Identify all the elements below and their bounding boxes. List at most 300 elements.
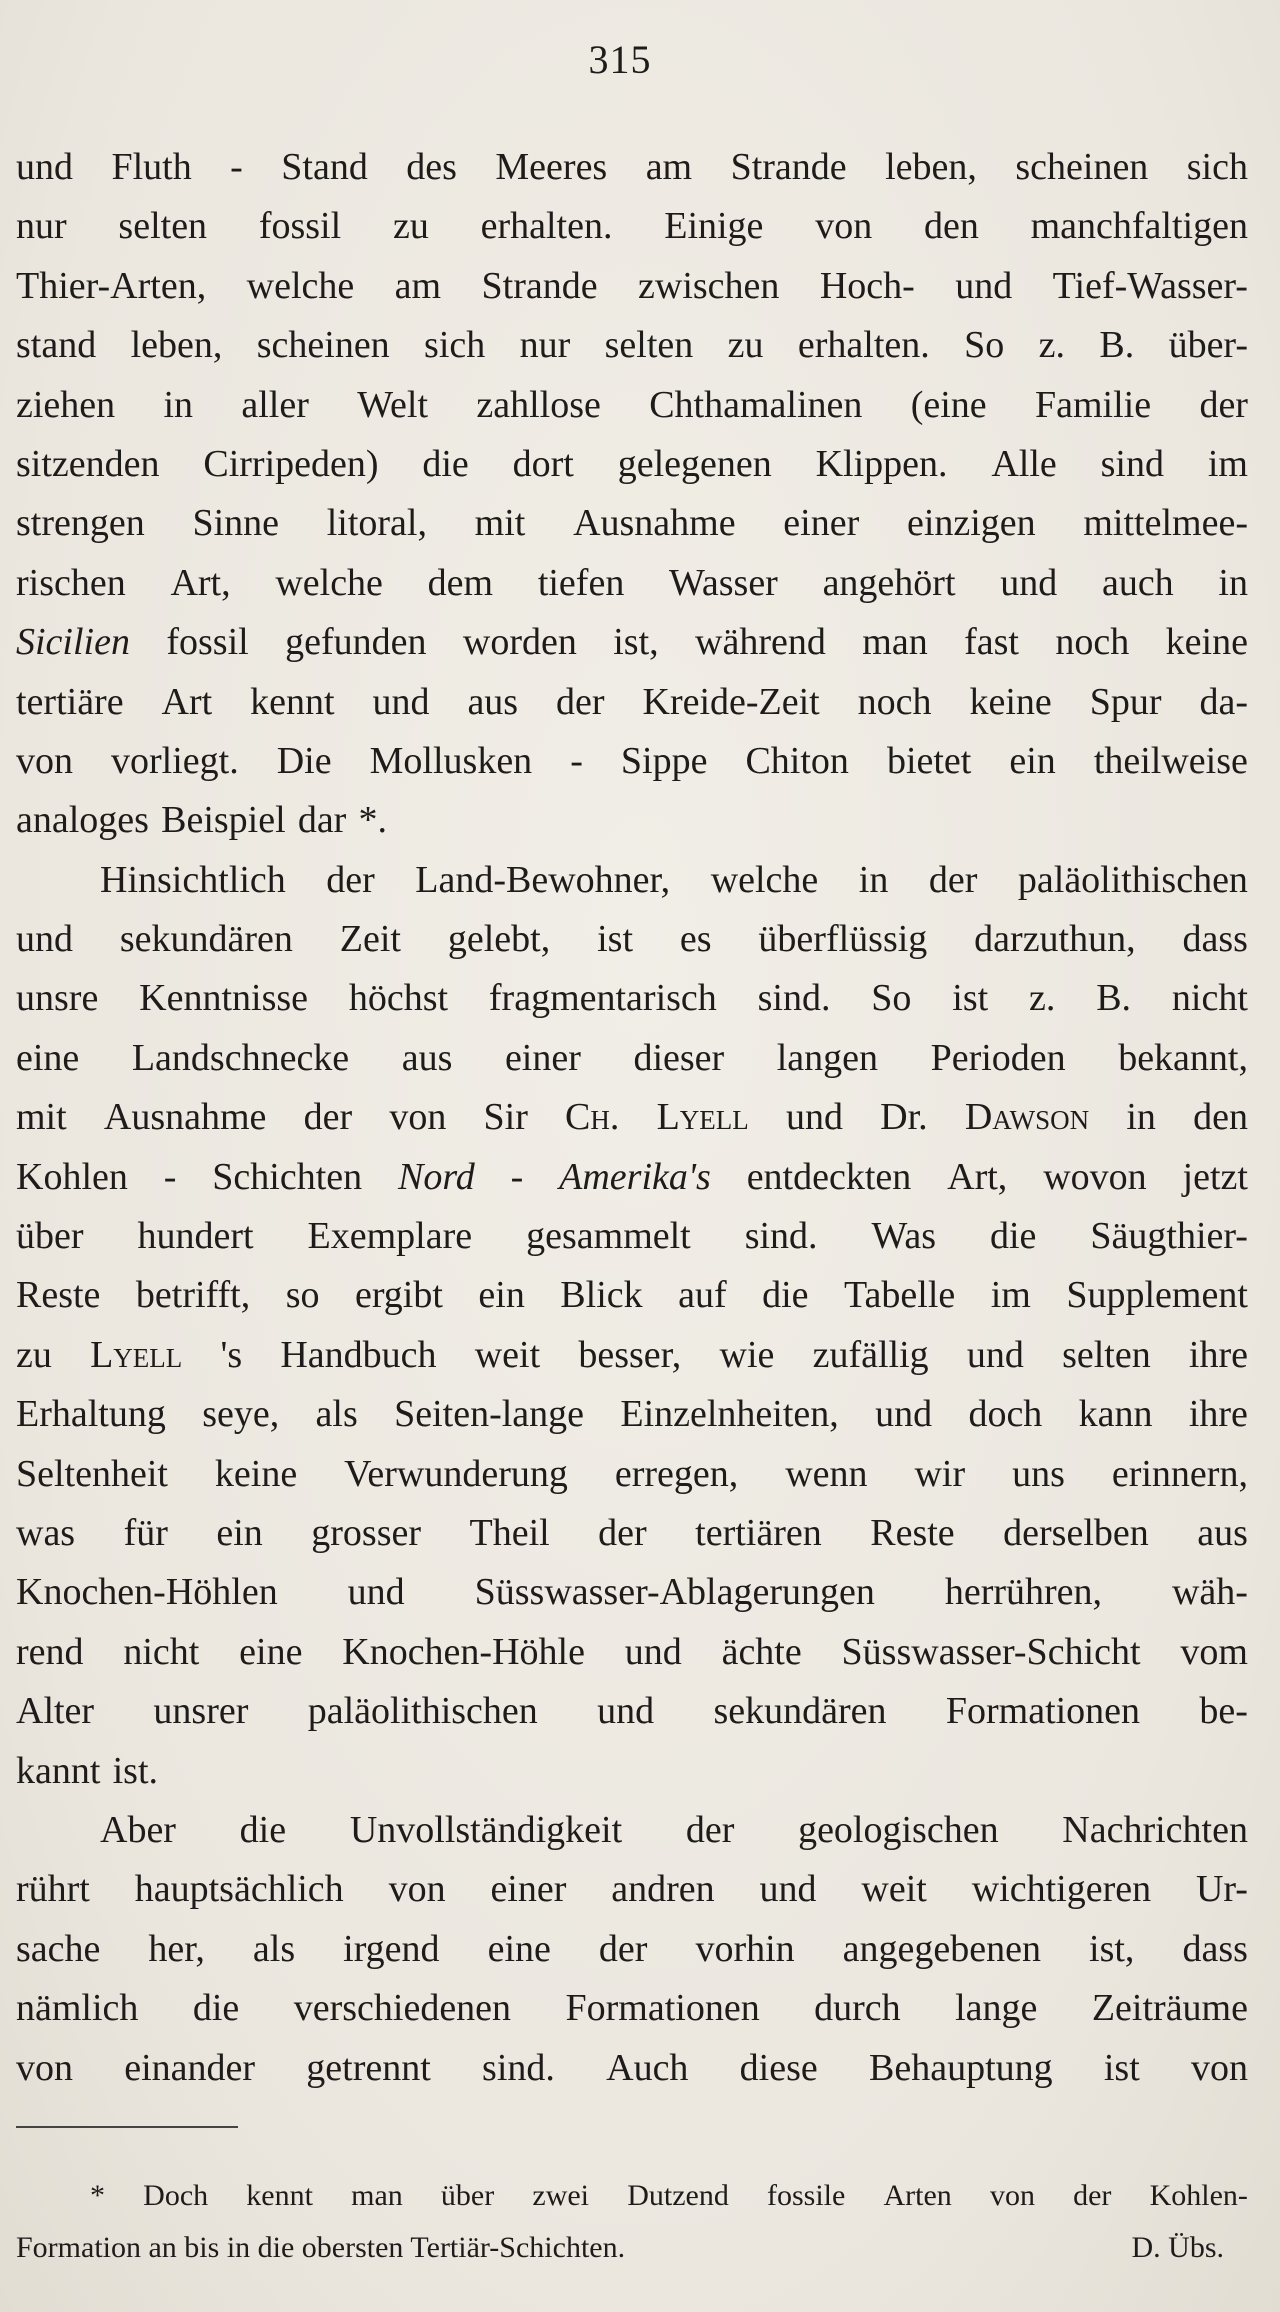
- word: auch: [1101, 561, 1174, 604]
- word: Was: [871, 1215, 937, 1258]
- word: Art,: [947, 1155, 1008, 1198]
- word: Amerika's: [559, 1155, 711, 1198]
- word: über: [440, 2179, 495, 2212]
- word: paläolithischen: [1017, 858, 1248, 901]
- word: sich: [424, 324, 486, 367]
- word: Meeres: [495, 146, 608, 188]
- word: und: [597, 1690, 655, 1733]
- word: Knochen-Höhle: [342, 1630, 585, 1673]
- footnote-line: [16, 2170, 1248, 2222]
- word: Art: [161, 680, 213, 723]
- word: am: [645, 146, 693, 188]
- word: paläolithischen: [307, 1690, 538, 1733]
- word: eine: [16, 1036, 80, 1079]
- word: im: [990, 1274, 1031, 1317]
- word: vorliegt.: [111, 739, 239, 782]
- word: und: [955, 264, 1013, 307]
- word: über: [16, 1215, 84, 1258]
- word: welche: [710, 858, 819, 901]
- word: sache: [16, 1927, 101, 1970]
- text-line: [16, 1207, 1248, 1266]
- word: Schichten: [212, 1155, 363, 1198]
- word: von: [388, 1868, 446, 1911]
- text-line: [16, 1088, 1248, 1147]
- text-line: [16, 1920, 1248, 1979]
- word: langen: [776, 1036, 879, 1079]
- word: angegebenen: [842, 1927, 1042, 1970]
- text-line: [16, 910, 1248, 969]
- word: dieser: [633, 1036, 725, 1079]
- word: -: [570, 739, 583, 782]
- word: was: [16, 1511, 76, 1554]
- word: man: [351, 2179, 403, 2212]
- word: keine: [1165, 621, 1248, 664]
- word: der: [928, 858, 978, 901]
- word: erhalten.: [480, 205, 613, 248]
- word: erinnern,: [1111, 1452, 1248, 1495]
- word: irgend: [343, 1927, 440, 1970]
- word: -: [510, 1155, 524, 1198]
- word: ergibt: [354, 1274, 443, 1317]
- word: welche: [275, 561, 383, 604]
- word: Lyell: [90, 1333, 183, 1376]
- word: Supplement: [1066, 1274, 1248, 1317]
- word: ist: [952, 977, 989, 1020]
- word: Dawson: [964, 1096, 1090, 1139]
- word: von: [815, 205, 873, 248]
- word: Chthamalinen: [649, 383, 863, 426]
- word: die: [422, 442, 469, 485]
- word: man: [862, 621, 928, 664]
- word: und: [966, 1333, 1024, 1376]
- word: derselben: [1003, 1511, 1149, 1554]
- word: z.: [1029, 977, 1056, 1020]
- word: der: [1199, 383, 1248, 426]
- word: und: [1000, 561, 1058, 604]
- word: Kohlen-: [1149, 2179, 1248, 2212]
- text-line: [16, 1682, 1248, 1741]
- word: Nachrichten: [1062, 1808, 1248, 1851]
- word: zu: [392, 205, 429, 248]
- word: Strande: [481, 264, 598, 307]
- word: die: [989, 1215, 1037, 1258]
- footnote-line: [16, 2222, 1248, 2274]
- word: ist: [1103, 2046, 1140, 2089]
- word: und: [16, 146, 73, 188]
- word: Knochen-Höhlen: [16, 1571, 278, 1614]
- word: und: [759, 1868, 817, 1911]
- word: überflüssig: [758, 918, 928, 961]
- word: sekundären: [713, 1690, 887, 1733]
- word: einer: [783, 502, 860, 545]
- word: Seltenheit: [16, 1452, 168, 1495]
- word: Art,: [170, 561, 231, 604]
- word: darzuthun,: [974, 918, 1136, 961]
- word: dass: [1182, 1927, 1248, 1970]
- word: Hinsichtlich: [100, 858, 286, 901]
- word: Tabelle: [844, 1274, 956, 1317]
- word: Fluth: [111, 146, 192, 188]
- word: von: [16, 739, 73, 782]
- word: So: [964, 324, 1005, 367]
- word: von: [989, 2179, 1035, 2212]
- word: Einige: [664, 205, 764, 248]
- word: Hoch-: [819, 264, 915, 307]
- word: zu: [727, 324, 764, 367]
- word: wovon: [1043, 1155, 1147, 1198]
- footnote: [16, 2170, 1248, 2274]
- word: Sicilien: [16, 621, 130, 664]
- word: kennt: [250, 680, 335, 723]
- word: nicht: [1171, 977, 1248, 1020]
- word: Nord: [398, 1155, 475, 1198]
- word: einander: [124, 2046, 256, 2089]
- text-line: [16, 316, 1248, 375]
- word: Perioden: [930, 1036, 1066, 1079]
- word: wäh-: [1171, 1571, 1248, 1614]
- word: getrennt: [306, 2046, 431, 2089]
- word: und: [372, 680, 430, 723]
- word: (eine: [910, 383, 987, 426]
- word: kennt: [246, 2179, 313, 2212]
- word: tertiäre: [16, 680, 124, 723]
- word: und: [875, 1393, 933, 1436]
- word: zufällig: [812, 1333, 929, 1376]
- word: ist,: [1089, 1927, 1135, 1970]
- word: tertiären: [695, 1511, 822, 1554]
- word: und: [624, 1630, 682, 1673]
- word: Thier-Arten,: [16, 264, 207, 307]
- word: zu: [16, 1333, 52, 1376]
- text-line: [16, 1979, 1248, 2038]
- text-line: [16, 376, 1248, 435]
- word: diese: [739, 2046, 818, 2089]
- word: fossile: [766, 2179, 846, 2212]
- word: so: [285, 1274, 320, 1317]
- word: leben,: [885, 146, 977, 188]
- text-line: [16, 1266, 1248, 1325]
- word: B.: [1099, 324, 1135, 367]
- text-line: [16, 1623, 1248, 1682]
- word: ist,: [613, 621, 659, 664]
- word: theilweise: [1093, 739, 1248, 782]
- word: 's: [220, 1333, 243, 1376]
- word: hundert: [137, 1215, 254, 1258]
- word: scheinen: [1015, 146, 1149, 188]
- word: verschiedenen: [293, 1987, 512, 2030]
- word: Sinne: [192, 502, 279, 545]
- word: fragmentarisch: [488, 977, 717, 1020]
- text-line: [16, 851, 1248, 910]
- word: zahllose: [476, 383, 601, 426]
- word: herrühren,: [944, 1571, 1103, 1614]
- word: Spur: [1089, 680, 1162, 723]
- word: mit: [16, 1096, 67, 1139]
- word: analoges: [16, 799, 149, 842]
- word: Süsswasser-Ablagerungen: [474, 1571, 875, 1614]
- word: höchst: [348, 977, 449, 1020]
- word: noch: [1055, 621, 1130, 664]
- word: vorhin: [695, 1927, 795, 1970]
- word: stand: [16, 324, 97, 367]
- word: fossil: [258, 205, 342, 248]
- word: -: [230, 146, 243, 188]
- word: und: [16, 918, 73, 961]
- word: des: [406, 146, 457, 188]
- text-line: [16, 1563, 1248, 1622]
- text-line: [16, 791, 1248, 850]
- word: Verwunderung: [344, 1452, 568, 1495]
- word: welche: [246, 264, 355, 307]
- word: Doch: [143, 2179, 209, 2212]
- word: sind.: [744, 1215, 818, 1258]
- word: im: [1207, 442, 1248, 485]
- word: Formationen: [565, 1987, 760, 2030]
- page-number: 315: [588, 37, 652, 82]
- word: betrifft,: [135, 1274, 251, 1317]
- word: Chiton: [745, 739, 849, 782]
- word: seye,: [202, 1393, 280, 1436]
- text-line: [16, 1445, 1248, 1504]
- text-line: [16, 1148, 1248, 1207]
- word: erregen,: [614, 1452, 739, 1495]
- word: Blick: [560, 1274, 643, 1317]
- word: Wasser: [669, 561, 778, 604]
- word: Kreide-Zeit: [642, 680, 820, 723]
- word: der: [685, 1808, 735, 1851]
- word: ist: [597, 918, 634, 961]
- text-line: [16, 435, 1248, 494]
- word: rend: [16, 1630, 84, 1673]
- word: auf: [678, 1274, 727, 1317]
- word: Kenntnisse: [139, 977, 309, 1020]
- word: als: [252, 1927, 296, 1970]
- word: Säugthier-: [1090, 1215, 1248, 1258]
- word: Sippe: [620, 739, 708, 782]
- word: dort: [512, 442, 574, 485]
- word: die: [239, 1808, 287, 1851]
- word: gefunden: [285, 621, 427, 664]
- word: ein: [1009, 739, 1056, 782]
- word: den: [1193, 1096, 1248, 1139]
- footnote-signature: D. Übs.: [1131, 2231, 1224, 2264]
- word: vom: [1180, 1630, 1248, 1673]
- word: Familie: [1035, 383, 1152, 426]
- word: Alle: [991, 442, 1057, 485]
- word: die: [192, 1987, 240, 2030]
- word: von: [389, 1096, 447, 1139]
- word: Formationen: [945, 1690, 1141, 1733]
- word: und: [347, 1571, 405, 1614]
- word: dar: [297, 799, 347, 842]
- word: Beispiel: [161, 799, 286, 842]
- word: fast: [964, 621, 1019, 664]
- word: angehört: [822, 561, 956, 604]
- word: Mollusken: [369, 739, 533, 782]
- text-line: [16, 494, 1248, 553]
- word: Dr.: [880, 1096, 928, 1139]
- word: selten: [118, 205, 208, 248]
- word: in: [1218, 561, 1248, 604]
- word: B.: [1096, 977, 1132, 1020]
- word: Lyell: [656, 1096, 749, 1139]
- word: leben,: [130, 324, 223, 367]
- word: ein: [478, 1274, 525, 1317]
- word: sind.: [757, 977, 831, 1020]
- text-line: [16, 1801, 1248, 1860]
- body-text: [16, 138, 1248, 2098]
- word: ihre: [1188, 1333, 1248, 1376]
- word: unsrer: [153, 1690, 249, 1733]
- word: *: [90, 2179, 105, 2212]
- word: Reste: [870, 1511, 955, 1554]
- word: aus: [467, 680, 519, 723]
- word: wichtigeren: [971, 1868, 1152, 1911]
- word: Ausnahme: [103, 1096, 267, 1139]
- word: durch: [814, 1987, 901, 2030]
- word: der: [1073, 2179, 1112, 2212]
- word: es: [679, 918, 712, 961]
- word: strengen: [16, 502, 145, 545]
- word: her,: [148, 1927, 205, 1970]
- word: Seiten-lange: [394, 1393, 585, 1436]
- text-line: [16, 1029, 1248, 1088]
- word: Arten: [883, 2179, 952, 2212]
- word: hauptsächlich: [134, 1868, 344, 1911]
- word: Handbuch: [280, 1333, 437, 1376]
- word: andren: [611, 1868, 715, 1911]
- word: geologischen: [798, 1808, 999, 1851]
- word: kannt: [16, 1749, 101, 1792]
- word: selten: [1062, 1333, 1151, 1376]
- word: kann: [1078, 1393, 1153, 1436]
- word: selten: [604, 324, 694, 367]
- word: Theil: [469, 1511, 550, 1554]
- word: rührt: [16, 1868, 90, 1911]
- word: Ch.: [565, 1096, 620, 1139]
- word: nur: [16, 205, 67, 248]
- word: in: [163, 383, 194, 426]
- text-line: [16, 673, 1248, 732]
- word: litoral,: [326, 502, 427, 545]
- word: mittelmee-: [1083, 502, 1248, 545]
- word: Stand: [281, 146, 368, 188]
- word: Cirripeden): [203, 442, 379, 485]
- word: über-: [1168, 324, 1248, 367]
- word: am: [394, 264, 442, 307]
- text-line: [16, 1385, 1248, 1444]
- word: jetzt: [1182, 1155, 1248, 1198]
- text-line: [16, 138, 1248, 197]
- word: zwei: [532, 2179, 590, 2212]
- word: dem: [427, 561, 494, 604]
- word: da-: [1199, 680, 1248, 723]
- word: gesammelt: [526, 1215, 691, 1258]
- word: gelegenen: [617, 442, 772, 485]
- footnote-rule: [16, 2126, 238, 2128]
- word: sich: [1186, 146, 1248, 188]
- word: noch: [857, 680, 932, 723]
- word: wir: [914, 1452, 966, 1495]
- word: tiefen: [537, 561, 625, 604]
- word: lange: [955, 1987, 1038, 2030]
- word: einzigen: [906, 502, 1036, 545]
- text-line: [16, 1504, 1248, 1563]
- word: sind.: [482, 2046, 555, 2089]
- word: mit: [474, 502, 526, 545]
- word: weit: [861, 1868, 927, 1911]
- word: Alter: [16, 1690, 95, 1733]
- word: unsre: [16, 977, 99, 1020]
- word: nicht: [123, 1630, 200, 1673]
- word: be-: [1199, 1690, 1248, 1733]
- word: Behauptung: [868, 2046, 1053, 2089]
- word: z.: [1038, 324, 1065, 367]
- word: der: [326, 858, 375, 901]
- word: Klippen.: [815, 442, 948, 485]
- word: Einzelnheiten,: [620, 1393, 839, 1436]
- text-line: [16, 969, 1248, 1028]
- word: fossil: [166, 621, 249, 664]
- word: in: [858, 858, 889, 901]
- word: aus: [1197, 1511, 1248, 1554]
- word: als: [315, 1393, 358, 1436]
- word: Dutzend: [627, 2179, 729, 2212]
- word: sind: [1100, 442, 1164, 485]
- word: wenn: [785, 1452, 868, 1495]
- word: Reste: [16, 1274, 101, 1317]
- word: aller: [241, 383, 309, 426]
- text-line: [16, 257, 1248, 316]
- word: sekundären: [119, 918, 293, 961]
- word: So: [871, 977, 912, 1020]
- word: ist.: [112, 1749, 158, 1792]
- text-line: [16, 1326, 1248, 1385]
- word: Landschnecke: [131, 1036, 350, 1079]
- footnote-text: Formation an bis in die obersten Tertiär-Schichten.: [16, 2231, 626, 2264]
- word: doch: [968, 1393, 1043, 1436]
- word: von: [1191, 2046, 1248, 2089]
- word: weit: [474, 1333, 541, 1376]
- word: den: [923, 205, 979, 248]
- word: Erhaltung: [16, 1393, 166, 1436]
- word: der: [556, 680, 605, 723]
- word: eine: [239, 1630, 303, 1673]
- word: Sir: [483, 1096, 528, 1139]
- word: während: [695, 621, 826, 664]
- word: sitzenden: [16, 442, 160, 485]
- text-line: [16, 1860, 1248, 1919]
- word: ziehen: [16, 383, 116, 426]
- word: Auch: [606, 2046, 689, 2089]
- word: worden: [462, 621, 577, 664]
- text-line: [16, 554, 1248, 613]
- word: Die: [276, 739, 332, 782]
- word: aus: [401, 1036, 453, 1079]
- text-line: [16, 732, 1248, 791]
- word: scheinen: [256, 324, 390, 367]
- word: der: [598, 1927, 648, 1970]
- word: Zeit: [339, 918, 401, 961]
- text-line: [16, 2039, 1248, 2098]
- word: die: [762, 1274, 809, 1317]
- word: Welt: [357, 383, 429, 426]
- word: einer: [490, 1868, 567, 1911]
- word: in: [1126, 1096, 1156, 1139]
- word: für: [123, 1511, 168, 1554]
- word: *.: [358, 799, 387, 842]
- word: von: [16, 2046, 73, 2089]
